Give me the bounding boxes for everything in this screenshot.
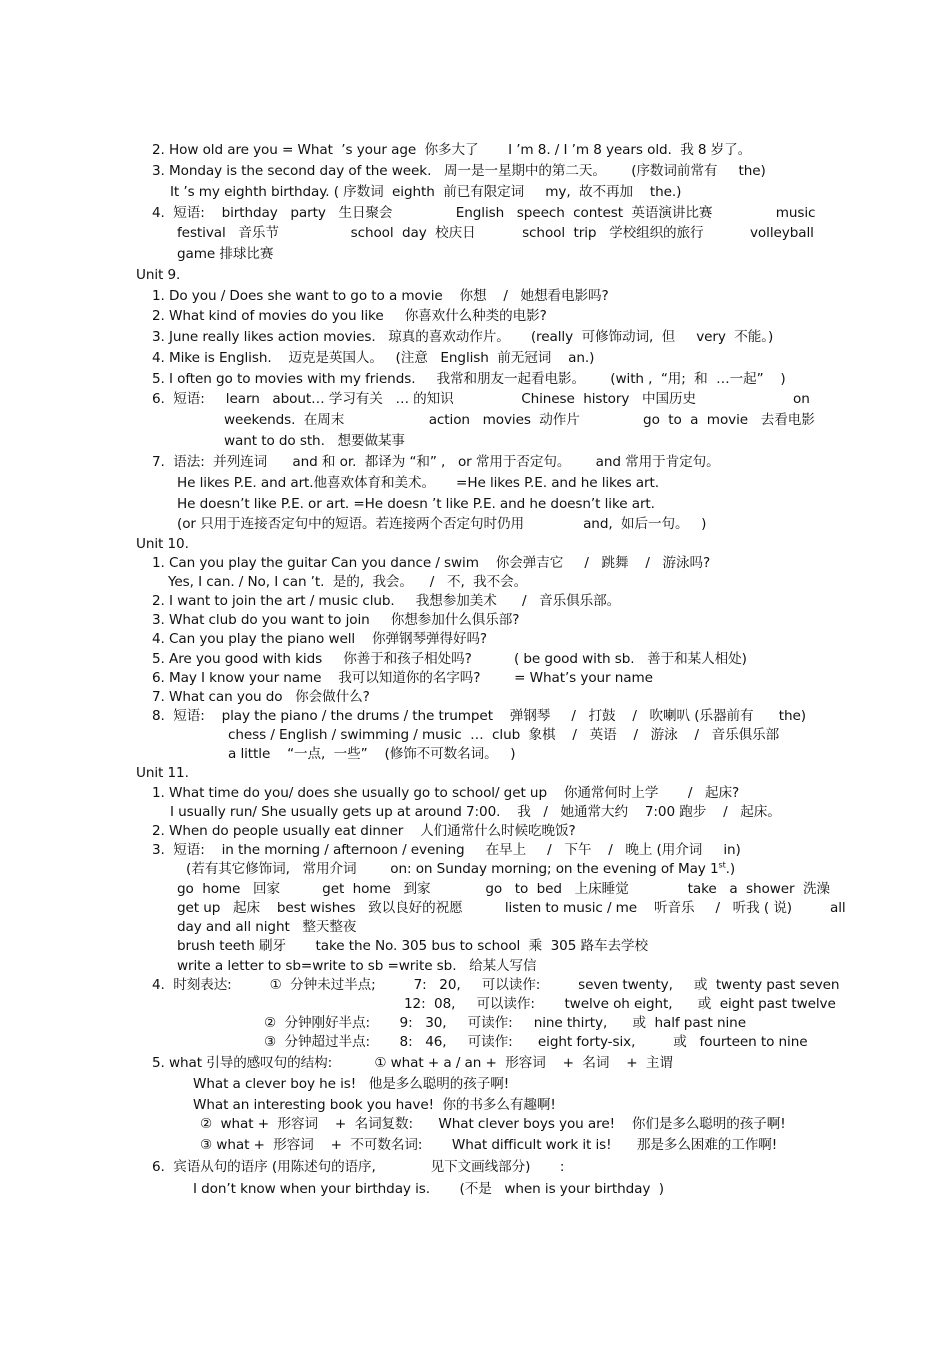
text-line: ③ what + 形容词 + 不可数名词: What difficult work it is! 那是多么困难的工作啊! <box>200 1137 778 1153</box>
text-line: 4. 时刻表达: ① 分钟未过半点; 7: 20, 可以读作: seven twenty, 或 twenty past seven <box>152 977 840 993</box>
text-line: He doesn’t like P.E. or art. =He doesn ’t like P.E. and he doesn’t like art. <box>177 496 655 512</box>
text-line: 1. Do you / Does she want to go to a movie 你想 / 她想看电影吗? <box>152 288 609 304</box>
text-line: 1. What time do you/ does she usually go to school/ get up 你通常何时上学 / 起床? <box>152 785 740 801</box>
text-line: a little “一点, 一些” (修饰不可数名词。 ) <box>228 746 516 762</box>
text-line: 7. What can you do 你会做什么? <box>152 689 370 705</box>
text-line: 4. 短语: birthday party 生日聚会 English speech contest 英语演讲比赛 music <box>152 205 816 221</box>
unit-heading: Unit 11. <box>136 765 189 781</box>
text-line: brush teeth 刷牙 take the No. 305 bus to school 乘 305 路车去学校 <box>177 938 648 954</box>
text-line-part: (若有其它修饰词, 常用介词 on: on Sunday morning; on the evening of May 1 <box>186 861 719 877</box>
text-line: (or 只用于连接否定句中的短语。若连接两个否定句时仍用 and, 如后一句。 ) <box>177 516 707 532</box>
text-line: It ’s my eighth birthday. ( 序数词 eighth 前已有限定词 my, 故不再加 the.) <box>170 184 682 200</box>
text-line: 4. Mike is English. 迈克是英国人。 (注意 English 前无冠词 an.) <box>152 350 595 366</box>
text-line: 1. Can you play the guitar Can you dance / swim 你会弹吉它 / 跳舞 / 游泳吗? <box>152 555 711 571</box>
unit-heading: Unit 9. <box>136 267 181 283</box>
text-line-part: .) <box>725 861 736 877</box>
text-line: 5. what 引导的感叹句的结构: ① what + a / an + 形容词 + 名词 + 主谓 <box>152 1055 673 1071</box>
text-line: want to do sth. 想要做某事 <box>224 433 405 449</box>
text-line: What a clever boy he is! 他是多么聪明的孩子啊! <box>193 1076 510 1092</box>
text-line: ② 分钟刚好半点: 9: 30, 可读作: nine thirty, 或 half past nine <box>264 1015 746 1031</box>
text-line: 5. I often go to movies with my friends. 我常和朋友一起看电影。 (with , “用; 和 …一起” ) <box>152 371 786 387</box>
text-line: 5. Are you good with kids 你善于和孩子相处吗? ( be good with sb. 善于和某人相处) <box>152 651 747 667</box>
text-line: get up 起床 best wishes 致以良好的祝愿 listen to music / me 听音乐 / 听我 ( 说) all <box>177 900 846 916</box>
text-line: 8. 短语: play the piano / the drums / the trumpet 弹钢琴 / 打鼓 / 吹喇叭 (乐器前有 the) <box>152 708 806 724</box>
text-line: 4. Can you play the piano well 你弹钢琴弹得好吗? <box>152 631 488 647</box>
text-line: go home 回家 get home 到家 go to bed 上床睡觉 take a shower 洗澡 <box>177 881 830 897</box>
text-line: 6. 宾语从句的语序 (用陈述句的语序, 见下文画线部分) : <box>152 1159 565 1175</box>
text-line: 3. June really likes action movies. 琼真的喜欢动作片。 (really 可修饰动词, 但 very 不能。) <box>152 329 774 345</box>
text-line: festival 音乐节 school day 校庆日 school trip 学校组织的旅行 volleyball <box>177 225 814 241</box>
text-line: 12: 08, 可以读作: twelve oh eight, 或 eight past twelve <box>404 996 836 1012</box>
text-line: 2. What kind of movies do you like 你喜欢什么种类的电影? <box>152 308 547 324</box>
text-line: 2. How old are you = What ’s your age 你多大了 I ’m 8. / I ’m 8 years old. 我 8 岁了。 <box>152 142 752 158</box>
text-line <box>186 860 735 878</box>
text-line: 3. 短语: in the morning / afternoon / evening 在早上 / 下午 / 晚上 (用介词 in) <box>152 842 741 858</box>
text-line: day and all night 整天整夜 <box>177 919 357 935</box>
text-line: 3. What club do you want to join 你想参加什么俱乐部? <box>152 612 520 628</box>
text-line: I usually run/ She usually gets up at around 7:00. 我 / 她通常大约 7:00 跑步 / 起床。 <box>170 804 781 820</box>
text-line: What an interesting book you have! 你的书多么有趣啊! <box>193 1097 556 1113</box>
superscript-st: st <box>718 860 726 870</box>
text-line: game 排球比赛 <box>177 246 274 262</box>
text-line: He likes P.E. and art.他喜欢体育和美术。 =He likes P.E. and he likes art. <box>177 475 659 491</box>
text-line: 7. 语法: 并列连词 and 和 or. 都译为 “和” , or 常用于否定句。 and 常用于肯定句。 <box>152 454 720 470</box>
text-line: chess / English / swimming / music … club 象棋 / 英语 / 游泳 / 音乐俱乐部 <box>228 727 780 743</box>
unit-heading: Unit 10. <box>136 536 189 552</box>
text-line: weekends. 在周末 action movies 动作片 go to a movie 去看电影 <box>224 412 815 428</box>
text-line: 6. May I know your name 我可以知道你的名字吗? = What’s your name <box>152 670 653 686</box>
text-line: 6. 短语: learn about… 学习有关 … 的知识 Chinese history 中国历史 on <box>152 391 810 407</box>
text-line: I don’t know when your birthday is. (不是 when is your birthday ) <box>193 1181 664 1197</box>
text-line: ② what + 形容词 + 名词复数: What clever boys you are! 你们是多么聪明的孩子啊! <box>200 1116 786 1132</box>
text-line: Yes, I can. / No, I can ’t. 是的, 我会。 / 不, 我不会。 <box>168 574 528 590</box>
text-line: write a letter to sb=write to sb =write sb. 给某人写信 <box>177 958 537 974</box>
text-line: ③ 分钟超过半点: 8: 46, 可读作: eight forty-six, 或 fourteen to nine <box>264 1034 808 1050</box>
text-line: 3. Monday is the second day of the week. 周一是一星期中的第二天。 (序数词前常有 the) <box>152 163 766 179</box>
text-line: 2. When do people usually eat dinner 人们通常什么时候吃晚饭? <box>152 823 576 839</box>
text-line: 2. I want to join the art / music club. 我想参加美术 / 音乐俱乐部。 <box>152 593 621 609</box>
